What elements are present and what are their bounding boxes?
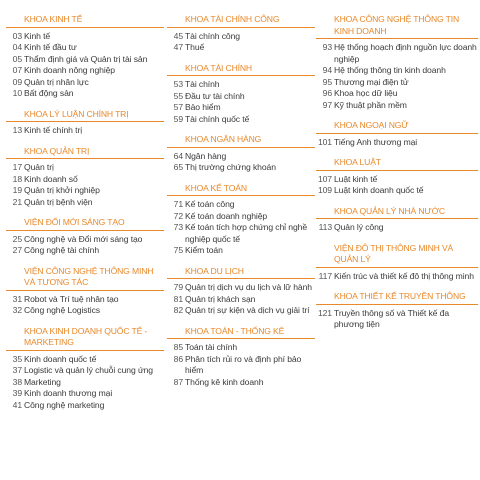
page-number: 25 [12,233,22,244]
section-heading-text: KHOA TOÁN - THỐNG KÊ [185,325,285,336]
program-title: Khoa học dữ liệu [334,88,398,98]
page-number: 10 [12,88,22,98]
page-number: 72 [173,210,183,221]
program-title: Kế toán doanh nghiệp [185,210,268,221]
section-heading [6,326,164,351]
program-title: Đầu tư tài chính [185,90,245,101]
toc-entry[interactable] [167,342,315,354]
program-title: Tiếng Anh thương mại [334,136,418,147]
toc-entry[interactable] [316,42,478,65]
toc-entry[interactable] [316,271,478,283]
section-heading-text: KHOA NGOẠI NGỮ [334,120,409,130]
section-divider [6,121,164,122]
toc-section [6,217,164,257]
program-title: Tài chính quốc tế [185,113,250,124]
program-title: Kiến trúc và thiết kế đô thị thông minh [334,270,474,281]
page-number: 55 [173,90,183,101]
program-title: Truyền thông số và Thiết kế đa phương tiện [334,307,449,329]
section-heading [6,146,164,160]
section-divider [167,147,315,148]
section-heading-text: KHOA NGÂN HÀNG [185,134,262,144]
section-heading [316,120,478,134]
program-title: Quản trị nhân lực [24,76,89,87]
program-title: Robot và Trí tuệ nhân tạo [24,293,119,304]
section-heading-text: VIỆN ĐỔI MỚI SÁNG TẠO [24,217,125,227]
section-heading-text: KHOA TÀI CHÍNH CÔNG [185,14,280,24]
toc-entry[interactable] [316,88,478,100]
page-number: 81 [173,293,183,304]
toc-entry[interactable] [316,222,478,234]
page-number: 39 [12,388,22,398]
page-number: 18 [12,173,22,184]
toc-entry[interactable] [316,174,478,186]
toc-entry[interactable] [167,245,315,257]
toc-entry[interactable] [6,197,164,209]
program-title: Tài chính [185,79,220,89]
section-heading [316,206,478,220]
toc-section [316,291,478,331]
page-number: 38 [12,376,22,387]
program-title: Kinh doanh quốc tế [24,353,97,364]
section-heading [167,326,315,340]
page-number: 09 [12,76,22,87]
page-number: 86 [173,353,183,364]
toc-entry[interactable] [167,162,315,174]
section-divider [316,304,478,305]
program-title: Ngân hàng [185,150,227,161]
page-number: 94 [322,65,332,75]
page-number: 75 [173,245,183,255]
toc-section [167,14,315,54]
toc-entry[interactable] [167,42,315,54]
section-heading-text: KHOA DU LỊCH [185,265,244,276]
toc-entry[interactable] [167,354,315,377]
program-title: Công nghệ Logistics [24,305,100,315]
page-number: 65 [173,162,183,172]
section-heading-text: KHOA CÔNG NGHỆ THÔNG TIN KINH DOANH [334,14,460,36]
toc-section [316,206,478,234]
toc-entry[interactable] [167,294,315,306]
section-heading [316,291,478,305]
section-heading-text: KHOA QUẢN LÝ NHÀ NƯỚC [334,205,445,216]
page-number: 113 [318,222,332,232]
toc-entry[interactable] [6,365,164,377]
program-title: Thương mại điện tử [334,76,409,87]
toc-entry[interactable] [6,234,164,246]
toc-entry[interactable] [6,245,164,257]
toc-section [6,146,164,209]
toc-section [316,157,478,197]
section-heading-text: KHOA THIẾT KẾ TRUYỀN THÔNG [334,291,466,301]
section-heading-text: KHOA QUẢN TRỊ [24,145,90,156]
page-number: 109 [317,185,332,195]
section-heading-text: KHOA KINH TẾ [24,14,83,24]
toc-entry[interactable] [167,31,315,43]
toc-entry[interactable] [167,305,315,317]
program-title: Kinh tế chính trị [24,125,83,135]
section-heading [316,243,478,268]
program-title: Thẩm định giá và Quản trị tài sản [24,53,148,64]
section-divider [6,230,164,231]
page-number: 64 [173,150,183,161]
program-title: Kiểm toán [185,245,223,255]
toc-entry[interactable] [316,77,478,89]
section-divider [167,278,315,279]
program-title: Quản trị bệnh viện [24,196,93,207]
section-heading [6,266,164,291]
section-divider [316,133,478,134]
toc-section [6,109,164,137]
page-number: 07 [12,65,22,75]
page-number: 87 [173,376,183,387]
page-number: 04 [12,42,22,52]
section-divider [316,267,478,268]
toc-entry[interactable] [6,400,164,412]
program-title: Quản trị khách sạn [185,293,256,304]
page-number: 21 [12,196,22,207]
section-divider [6,290,164,291]
section-heading [167,266,315,280]
toc-entry[interactable] [6,388,164,400]
program-title: Luật kinh doanh quốc tế [334,185,424,195]
program-title: Tài chính công [185,30,240,41]
page-number: 107 [317,173,332,184]
page-number: 121 [317,307,332,318]
program-title: Thị trường chứng khoán [185,162,276,172]
toc-column-3 [316,0,478,331]
toc-entry[interactable] [6,77,164,89]
page-number: 117 [318,270,332,281]
section-heading [167,63,315,77]
program-title: Luật kinh tế [334,173,378,184]
toc-entry[interactable] [6,162,164,174]
section-divider [316,218,478,219]
page-number: 85 [173,342,183,352]
toc-section [167,134,315,174]
toc-section [6,14,164,100]
page-number: 47 [173,42,183,52]
program-title: Kế toán công [185,199,235,209]
program-title: Quản trị sự kiện và dịch vụ giải trí [185,305,310,315]
toc-entry[interactable] [167,79,315,91]
program-title: Hệ thống thông tin kinh doanh [334,65,446,75]
program-title: Quản trị [24,162,54,172]
toc-entry[interactable] [167,282,315,294]
page-number: 93 [322,42,332,52]
toc-entry[interactable] [316,100,478,112]
toc-section [167,326,315,389]
page-number: 73 [173,222,183,232]
toc-entry[interactable] [167,199,315,211]
program-title: Công nghệ tài chính [24,245,100,255]
section-heading-text: VIỆN ĐÔ THỊ THÔNG MINH VÀ QUẢN LÝ [334,242,454,264]
toc-entry[interactable] [6,88,164,100]
section-divider [316,38,478,39]
page-number: 53 [173,79,183,89]
toc-column-2 [167,0,315,388]
page-number: 05 [12,53,22,64]
section-heading [316,157,478,171]
page-number: 41 [12,399,22,410]
page-number: 37 [12,365,22,375]
page-number: 95 [322,76,332,87]
program-title: Quản trị khởi nghiệp [24,185,100,195]
page-number: 82 [173,305,183,315]
page-number: 101 [317,136,332,147]
toc-entry[interactable] [167,211,315,223]
toc-section [316,14,478,111]
section-heading [167,183,315,197]
program-title: Kinh doanh nông nghiệp [24,65,115,75]
toc-entry[interactable] [316,185,478,197]
toc-column-1 [6,0,164,411]
section-divider [167,75,315,76]
program-title: Kế toán tích hợp chứng chỉ nghề nghiệp quốc tế [185,222,308,244]
toc-entry[interactable] [6,377,164,389]
page-number: 45 [173,30,183,41]
toc-section [6,266,164,317]
page-number: 96 [322,88,332,98]
section-divider [167,195,315,196]
toc-section [167,63,315,126]
toc-entry[interactable] [167,102,315,114]
toc-section [6,326,164,412]
toc-entry[interactable] [6,305,164,317]
page-number: 59 [173,113,183,124]
program-title: Thuế [185,42,205,52]
toc-entry[interactable] [167,91,315,103]
program-title: Phân tích rủi ro và định phí bảo hiểm [185,353,302,375]
program-title: Kinh doanh số [24,173,78,184]
section-divider [167,27,315,28]
toc-entry[interactable] [167,222,315,245]
program-title: Công nghệ marketing [24,399,105,410]
program-title: Hệ thống hoạch định nguồn lực doanh nghiệp [334,42,477,64]
section-divider [167,338,315,339]
toc-section [167,183,315,257]
toc-entry[interactable] [316,65,478,77]
toc-section [167,266,315,317]
section-divider [6,27,164,28]
toc-entry[interactable] [6,65,164,77]
page-number: 31 [12,293,22,304]
page-number: 97 [322,99,332,110]
section-divider [316,170,478,171]
toc-section [316,120,478,148]
program-title: Quản trị dịch vụ du lịch và lữ hành [185,282,312,292]
toc-entry[interactable] [6,294,164,306]
program-title: Công nghệ và Đổi mới sáng tạo [24,233,143,244]
section-heading [6,217,164,231]
program-title: Kinh doanh thương mại [24,388,113,398]
toc-entry[interactable] [6,185,164,197]
page-number: 79 [173,282,183,292]
program-title: Toán tài chính [185,342,238,352]
page-number: 35 [12,353,22,364]
section-heading-text: KHOA TÀI CHÍNH [185,62,252,73]
program-title: Quản lý công [334,222,384,232]
toc-entry[interactable] [6,354,164,366]
toc-entry[interactable] [6,125,164,137]
section-heading-text: KHOA LÝ LUẬN CHÍNH TRỊ [24,108,129,119]
program-title: Kinh tế đầu tư [24,42,77,52]
program-title: Thống kê kinh doanh [185,376,264,387]
section-divider [6,158,164,159]
section-heading-text: KHOA KINH DOANH QUỐC TẾ - MARKETING [24,325,148,347]
toc-entry[interactable] [316,308,478,331]
page-number: 71 [173,199,183,209]
section-heading [6,109,164,123]
toc-entry[interactable] [316,137,478,149]
section-heading [6,14,164,28]
program-title: Bất động sản [24,88,74,98]
section-heading-text: KHOA LUẬT [334,157,381,167]
toc-entry[interactable] [6,42,164,54]
toc-entry[interactable] [6,174,164,186]
program-title: Kinh tế [24,30,51,41]
toc-entry[interactable] [167,114,315,126]
program-title: Logistic và quản lý chuỗi cung ứng [24,365,153,375]
page-number: 27 [12,245,22,255]
toc-entry[interactable] [6,54,164,66]
section-heading [316,14,478,39]
page-number: 13 [12,125,22,135]
section-heading [167,14,315,28]
section-heading-text: KHOA KẾ TOÁN [185,182,247,193]
section-heading-text: VIỆN CÔNG NGHỆ THÔNG MINH VÀ TƯƠNG TÁC [24,265,154,287]
page-number: 03 [12,30,22,41]
section-heading [167,134,315,148]
toc-section [316,243,478,283]
page-number: 17 [12,162,22,172]
program-title: Bảo hiểm [185,102,221,112]
program-title: Marketing [24,376,61,387]
toc-entry[interactable] [6,31,164,43]
toc-entry[interactable] [167,151,315,163]
page-number: 32 [12,305,22,315]
section-divider [6,350,164,351]
page-number: 57 [173,102,183,112]
toc-entry[interactable] [167,377,315,389]
page-number: 19 [12,185,22,195]
program-title: Kỹ thuật phần mềm [334,99,407,110]
